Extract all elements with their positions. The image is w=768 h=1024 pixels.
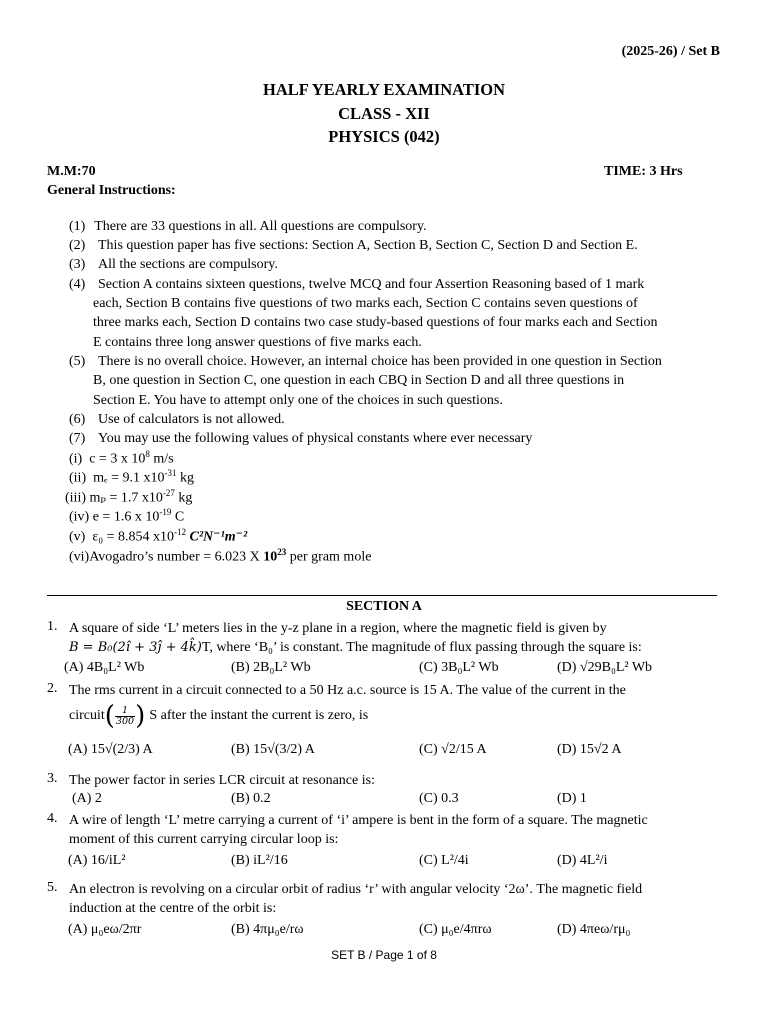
instruction-5-line-3: Section E. You have to attempt only one of the choices in such questions. [93,393,503,408]
q1-option-a: (A) 4B₀L² Wb [64,660,145,675]
q1-option-d: (D) √29B₀L² Wb [557,660,653,675]
q5-option-d: (D) 4πeω/rμ₀ [557,922,631,937]
constant-epsilon: (v) ε₀ = 8.854 $x10^{-12}$ C²N⁻¹m⁻² [69,527,248,545]
q4-number: 4. [47,811,58,826]
subject-title: PHYSICS (042) [328,127,440,146]
section-a-title: SECTION A [346,599,422,614]
q3-option-b: (B) 0.2 [231,791,271,806]
q5-number: 5. [47,880,58,895]
q4-option-d: (D) 4L²/i [557,853,608,868]
q2-text: The rms current in a circuit connected to a 50 Hz a.c. source is 15 A. The value of the current in the [69,683,626,698]
instruction-6: (6) Use of calculators is not allowed. [69,412,285,427]
max-marks: M.M:70 [47,164,96,179]
q2-option-b: (B) 15√(3/2) A [231,742,315,757]
class-title: CLASS - XII [338,104,430,123]
constant-e: (iv) e = 1.6 x $10^{-19}$ C [69,507,185,525]
q2-option-d: (D) 15√2 A [557,742,622,757]
q2-option-c: (C) √2/15 A [419,742,487,757]
q2-option-a: (A) 15√(2/3) A [68,742,153,757]
instruction-1: (1) There are 33 questions in all. All questions are compulsory. [69,219,427,234]
q5-text: An electron is revolving on a circular orbit of radius ‘r’ with angular velocity ‘2ω’. The magnetic field [69,882,643,897]
set-tag: (2025-26) / Set B [621,44,720,59]
instruction-4-line-4: E contains three long answer questions of five marks each. [93,335,422,350]
constant-mp: (iii) mₚ = 1.7 $x10^{-27}$ kg [65,488,193,506]
instruction-3: (3) All the sections are compulsory. [69,257,278,272]
q1-number: 1. [47,619,58,634]
constant-c: (i) c = 3 x $10^8$ m/s [69,449,174,467]
q1-text-line-2: B = B₀(2î + 3ĵ + 4k̂)T, where ‘B₀’ is constant. The magnitude of flux passing through the square is: [69,640,642,655]
q4-text-line-2: moment of this current carrying circular loop is: [69,832,339,847]
q4-option-c: (C) L²/4i [419,853,469,868]
section-divider [47,595,717,596]
instructions-heading: General Instructions: [47,183,176,198]
q3-number: 3. [47,771,58,786]
instruction-4-line-2: each, Section B contains five questions of two marks each, Section C contains seven questions of [93,296,638,311]
instruction-7: (7) You may use the following values of physical constants where ever necessary [69,431,533,446]
q3-option-d: (D) 1 [557,791,587,806]
constant-me: (ii) mₑ = 9.1 $x10^{-31}$ kg [69,468,194,486]
q4-option-a: (A) 16/iL² [68,853,126,868]
instruction-2: (2) This question paper has five sections: Section A, Section B, Section C, Section D and Section E. [69,238,638,253]
instruction-4: (4) Section A contains sixteen questions, twelve MCQ and four Assertion Reasoning based of 1 mark [69,277,645,292]
q3-option-c: (C) 0.3 [419,791,459,806]
q3-option-a: (A) 2 [72,791,102,806]
q5-option-c: (C) μ₀e/4πrω [419,922,492,937]
instruction-4-line-3: three marks each, Section D contains two case study-based questions of four marks each and Section [93,315,658,330]
exam-title: HALF YEARLY EXAMINATION [262,80,506,99]
constant-avogadro: (vi)Avogadro’s number = 6.023 X $10^{23}$ per gram mole [69,547,372,565]
instruction-5: (5) There is no overall choice. However, an internal choice has been provided in one question in Section [69,354,662,369]
q3-text: The power factor in series LCR circuit at resonance is: [69,773,375,788]
q1-text: A square of side ‘L’ meters lies in the y-z plane in a region, where the magnetic field is given by [69,621,607,636]
time-allowed: TIME: 3 Hrs [604,164,683,179]
q1-option-b: (B) 2B₀L² Wb [231,660,311,675]
q5-option-a: (A) μ₀eω/2πr [68,922,142,937]
q2-number: 2. [47,681,58,696]
q2-text-line-2: circuit( $\frac{1}{300}$ ) S after the instant the current is zero, is [69,701,369,731]
q5-option-b: (B) 4πμ₀e/rω [231,922,304,937]
q4-text: A wire of length ‘L’ metre carrying a current of ‘i’ ampere is bent in the form of a square. The magnetic [69,813,648,828]
instruction-5-line-2: B, one question in Section C, one question in each CBQ in Section D and all three questions in [93,373,625,388]
page-footer: SET B / Page 1 of 8 [331,948,437,962]
q1-option-c: (C) 3B₀L² Wb [419,660,499,675]
q5-text-line-2: induction at the centre of the orbit is: [69,901,277,916]
q4-option-b: (B) iL²/16 [231,853,288,868]
